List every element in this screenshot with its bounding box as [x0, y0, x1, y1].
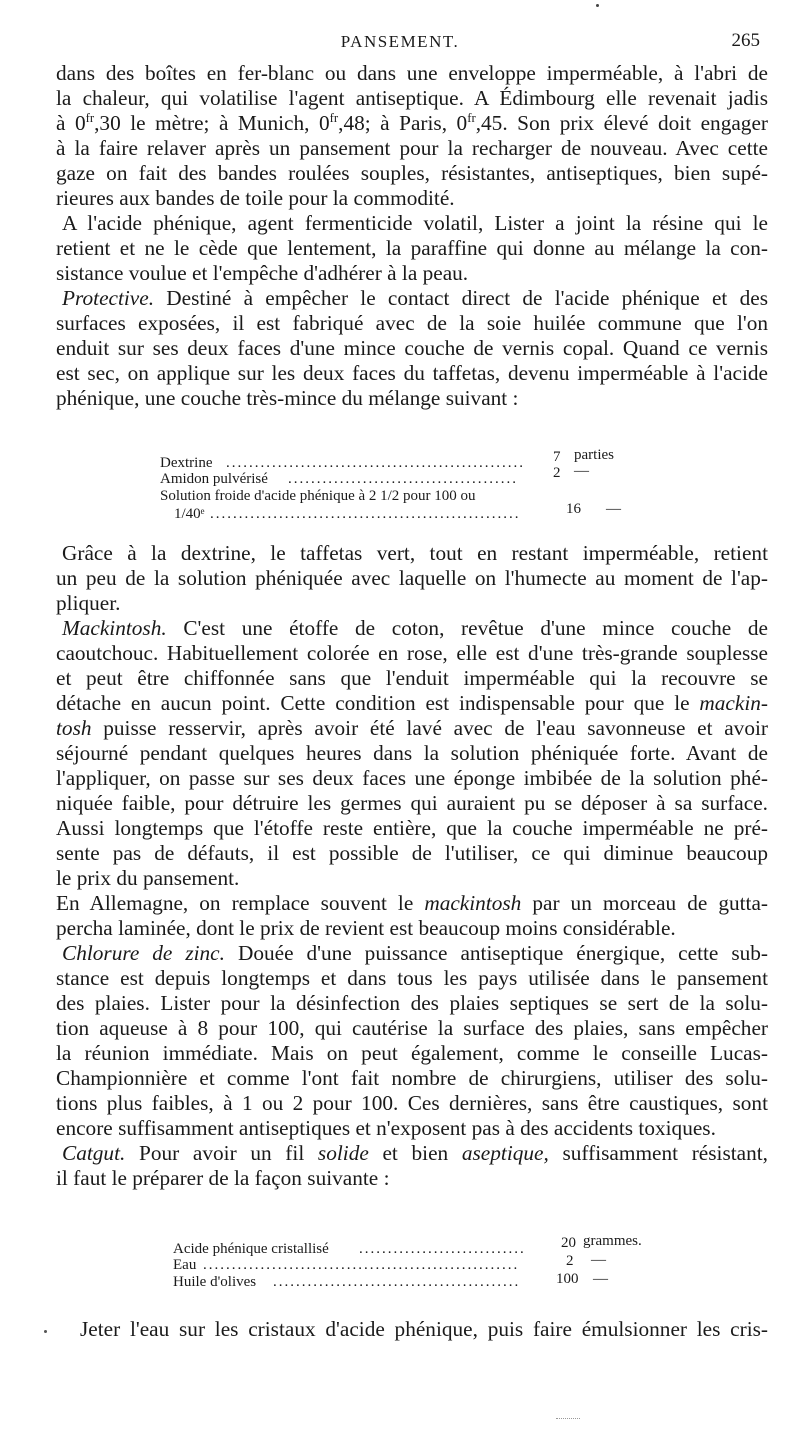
text-line: l'appliquer, on passe sur ses deux faces une éponge imbibée de la solution phé-: [56, 766, 768, 790]
text-line: Protective. Destiné à empêcher le contact direct de l'acide phénique et des: [62, 286, 768, 310]
text-line: sistance voulue et l'empêche d'adhérer à la peau.: [56, 261, 469, 285]
print-speck: [596, 4, 599, 7]
text-line-prices: à $0^{fr},30$ le mètre; à Munich, $0^{fr},48$; à Paris, $0^{fr},45$. Son prix élevé doit engager: [56, 110, 768, 135]
page-header: [0, 30, 800, 58]
recipe-row: Acide phénique cristallisé ............................. 20 grammes.: [173, 1233, 642, 1257]
text-line: encore suffisamment antiseptiques et n'exposent pas à des accidents toxiques.: [56, 1116, 716, 1140]
text-line: gaze on fait des bandes roulées souples, résistantes, antiseptiques, bien supé-: [56, 161, 768, 185]
recipe-row: 1/40ᵉ ...................................................... 16 —: [174, 501, 621, 522]
text-line: tion aqueuse à 8 pour 100, qui cautérise la surface des plaies, sans empêcher: [56, 1016, 768, 1040]
text-line: caoutchouc. Habituellement colorée en rose, elle est d'une très-grande souplesse: [56, 641, 768, 665]
text-line: Catgut. Pour avoir un fil solide et bien aseptique, suffisamment résistant,: [62, 1141, 768, 1165]
text-line: détache en aucun point. Cette condition est indispensable pour que le mackin-: [56, 691, 768, 715]
text-line: A l'acide phénique, agent fermenticide volatil, Lister a joint la résine qui le: [62, 211, 768, 235]
text-line: à la faire relaver après un pansement pour la recharger de nouveau. Avec cette: [56, 136, 768, 160]
text-line: et peut être chiffonnée sans que l'enduit imperméable qui la recouvre se: [56, 666, 768, 690]
text-line: dans des boîtes en fer-blanc ou dans une enveloppe imperméable, à l'abri de: [56, 61, 768, 85]
text-line: Jeter l'eau sur les cristaux d'acide phénique, puis faire émulsionner les cris-: [80, 1317, 768, 1341]
protective-heading: Protective.: [62, 286, 155, 310]
text-line: niquée faible, pour détruire les germes qui auraient pu se déposer à sa surface.: [56, 791, 768, 815]
text-line: le prix du pansement.: [56, 866, 240, 890]
italic-term: mackintosh: [424, 891, 522, 915]
text-line: la réunion immédiate. Mais on peut également, comme le conseille Lucas-: [56, 1041, 768, 1065]
catgut-heading: Catgut.: [62, 1141, 126, 1165]
text-line: Grâce à la dextrine, le taffetas vert, tout en restant imperméable, retient: [62, 541, 768, 565]
text-line: enduit sur ses deux faces d'une mince couche de vernis copal. Quand ce vernis: [56, 336, 768, 360]
italic-term: solide: [317, 1141, 369, 1165]
text-line: percha laminée, dont le prix de revient est beaucoup moins considérable.: [56, 916, 676, 940]
print-speck: [556, 1418, 580, 1420]
text-line: pliquer.: [56, 591, 121, 615]
recipe-table-catgut: [173, 1233, 663, 1298]
page-number: 265: [731, 30, 760, 51]
text-line: En Allemagne, on remplace souvent le mackintosh par un morceau de gutta-: [56, 891, 769, 915]
text-line: stance est depuis longtemps et dans tous les pays utilisée dans le pansement: [56, 966, 768, 990]
text-line: Championnière et comme l'ont fait nombre de chirurgiens, utiliser des solu-: [56, 1066, 768, 1090]
recipe-row: Solution froide d'acide phénique à 2 1/2 pour 100 ou: [160, 488, 476, 504]
text-line: Aussi longtemps que l'étoffe reste entière, que la couche imperméable ne pré-: [56, 816, 768, 840]
mackintosh-heading: Mackintosh.: [62, 616, 167, 640]
print-speck: [44, 1330, 47, 1333]
chlorure-heading: Chlorure de zinc.: [62, 941, 225, 965]
text-line: tosh puisse resservir, après avoir été lavé avec de l'eau savonneuse et avoir: [56, 716, 768, 740]
text-line: tions plus faibles, à 1 ou 2 pour 100. Ces dernières, sans être caustiques, sont: [56, 1091, 768, 1115]
text-line: la chaleur, qui volatilise l'agent antiseptique. A Édimbourg elle revenait jadis: [56, 86, 768, 110]
text-line: retient et ne le cède que lentement, la paraffine qui donne au mélange la con-: [56, 236, 768, 260]
text-block-3: [80, 1317, 768, 1342]
recipe-row: Huile d'olives ........................................... 100 —: [173, 1271, 608, 1290]
italic-term: aseptique,: [461, 1141, 549, 1165]
text-line: des plaies. Lister pour la désinfection des plaies septiques se sert de la solu-: [56, 991, 768, 1015]
text-line: un peu de la solution phéniquée avec laquelle on l'humecte au moment de l'ap-: [56, 566, 768, 590]
recipe-row: Eau ....................................................... 2 —: [173, 1252, 606, 1273]
text-line: sente pas de défauts, il est possible de l'utiliser, ce qui diminue beaucoup: [56, 841, 768, 865]
text-line: rieures aux bandes de toile pour la commodité.: [56, 186, 455, 210]
text-line: est sec, on applique sur les deux faces du taffetas, devenu imperméable à l'acide: [56, 361, 768, 385]
text-block-1: [56, 61, 768, 411]
recipe-table-protective: [160, 447, 640, 532]
text-line: surfaces exposées, il est fabriqué avec de la soie huilée commune que l'on: [56, 311, 768, 335]
text-line: séjourné pendant quelques heures dans la solution phéniquée forte. Avant de: [56, 741, 768, 765]
italic-term: mackin-: [699, 691, 768, 715]
recipe-row: Dextrine .................................................... 7 parties: [160, 447, 614, 471]
text-line: phénique, une couche très-mince du mélange suivant :: [56, 386, 519, 410]
text-line: il faut le préparer de la façon suivante :: [56, 1166, 390, 1190]
recipe-row: Amidon pulvérisé ........................................ 2 —: [160, 463, 589, 487]
text-block-2: [56, 541, 768, 1191]
text-line: Mackintosh. C'est une étoffe de coton, revêtue d'une mince couche de: [62, 616, 768, 640]
text-line: Chlorure de zinc. Douée d'une puissance antiseptique énergique, cette sub-: [62, 941, 769, 965]
running-head: PANSEMENT.: [340, 32, 460, 51]
italic-term: tosh: [56, 716, 92, 740]
